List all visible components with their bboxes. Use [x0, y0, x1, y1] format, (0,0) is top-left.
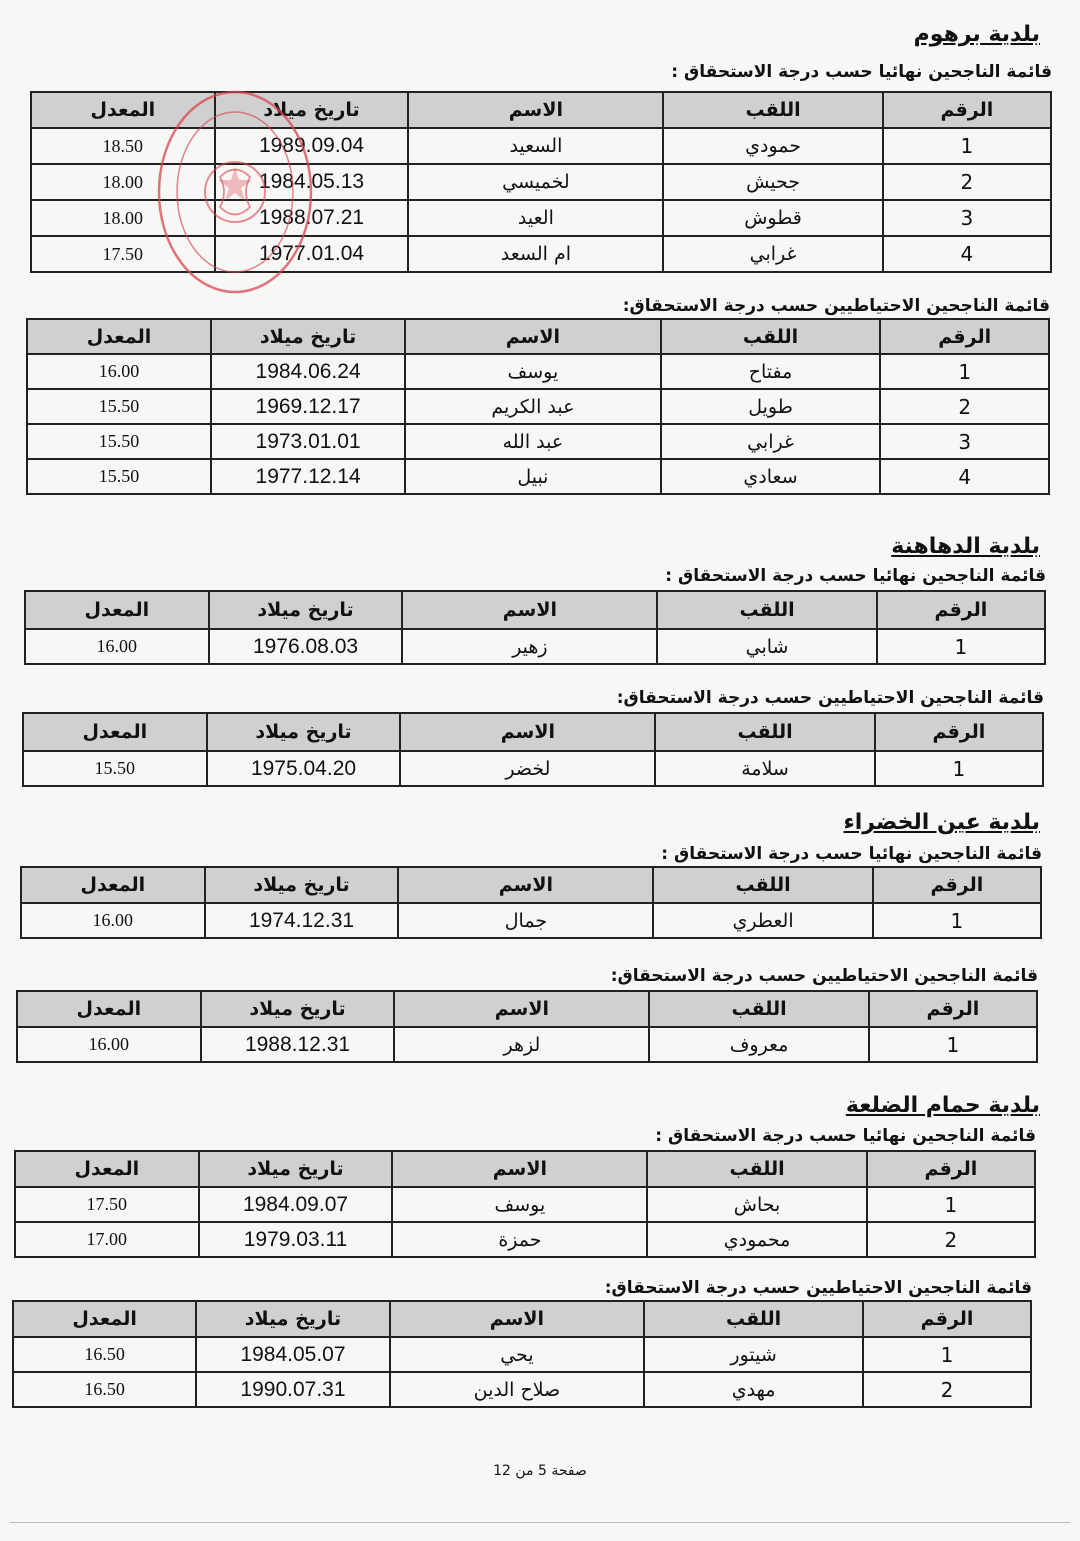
column-header-no: الرقم [877, 591, 1045, 629]
cell-surname: غرابي [661, 424, 881, 459]
list-title: قائمة الناجحين نهائيا حسب درجة الاستحقاق : [671, 62, 1052, 82]
cell-surname: غرابي [663, 236, 882, 272]
list-title: قائمة الناجحين الاحتياطيين حسب درجة الاستحقاق: [622, 296, 1050, 316]
results-table [30, 91, 1052, 273]
cell-average: 17.50 [15, 1187, 199, 1222]
cell-average: 16.00 [27, 354, 211, 389]
cell-average: 15.50 [27, 389, 211, 424]
table-row [27, 424, 1049, 459]
column-header-no: الرقم [875, 713, 1043, 751]
municipality-heading: بلدية حمام الضلعة [845, 1093, 1040, 1118]
cell-average: 17.00 [15, 1222, 199, 1257]
municipality-heading: بلدية عين الخضراء [843, 810, 1040, 835]
cell-birth: 1973.01.01 [211, 424, 405, 459]
cell-birth: 1977.01.04 [215, 236, 409, 272]
cell-birth: 1984.05.13 [215, 164, 409, 200]
column-header-surname: اللقب [657, 591, 876, 629]
column-header-average: المعدل [27, 319, 211, 354]
cell-average: 16.50 [13, 1372, 196, 1407]
cell-no: 1 [873, 903, 1041, 938]
table-header-row [31, 92, 1051, 128]
cell-no: 2 [863, 1372, 1031, 1407]
table-header-row [13, 1301, 1031, 1337]
table-row [13, 1372, 1031, 1407]
cell-no: 1 [880, 354, 1049, 389]
column-header-surname: اللقب [647, 1151, 866, 1187]
list-title: قائمة الناجحين الاحتياطيين حسب درجة الاستحقاق: [616, 688, 1044, 708]
cell-surname: حمودي [663, 128, 882, 164]
cell-firstname: لخميسي [408, 164, 663, 200]
cell-firstname: لخضر [400, 751, 655, 786]
cell-average: 18.00 [31, 200, 215, 236]
column-header-average: المعدل [21, 867, 205, 903]
table-row [21, 903, 1041, 938]
cell-birth: 1984.06.24 [211, 354, 405, 389]
table-row [27, 354, 1049, 389]
column-header-firstname: الاسم [400, 713, 655, 751]
cell-birth: 1976.08.03 [209, 629, 403, 664]
column-header-no: الرقم [863, 1301, 1031, 1337]
cell-no: 1 [883, 128, 1051, 164]
column-header-surname: اللقب [661, 319, 881, 354]
list-title: قائمة الناجحين نهائيا حسب درجة الاستحقاق : [665, 566, 1046, 586]
column-header-firstname: الاسم [408, 92, 663, 128]
list-title: قائمة الناجحين الاحتياطيين حسب درجة الاستحقاق: [610, 966, 1038, 986]
results-table [22, 712, 1044, 787]
column-header-surname: اللقب [649, 991, 868, 1027]
cell-average: 16.00 [17, 1027, 201, 1062]
results-table [26, 318, 1050, 495]
table-header-row [25, 591, 1045, 629]
cell-firstname: العيد [408, 200, 663, 236]
table-row [15, 1187, 1035, 1222]
column-header-birth: تاريخ ميلاد [205, 867, 399, 903]
cell-birth: 1984.09.07 [199, 1187, 393, 1222]
column-header-no: الرقم [873, 867, 1041, 903]
column-header-no: الرقم [867, 1151, 1035, 1187]
table-row [25, 629, 1045, 664]
cell-surname: شابي [657, 629, 876, 664]
page-number: صفحة 5 من 12 [493, 1463, 587, 1479]
results-table [16, 990, 1038, 1063]
cell-average: 15.50 [23, 751, 207, 786]
cell-surname: بحاش [647, 1187, 866, 1222]
cell-firstname: لزهر [394, 1027, 649, 1062]
list-title: قائمة الناجحين الاحتياطيين حسب درجة الاستحقاق: [604, 1278, 1032, 1298]
cell-no: 1 [863, 1337, 1031, 1372]
cell-no: 2 [867, 1222, 1035, 1257]
table-row [23, 751, 1043, 786]
column-header-average: المعدل [15, 1151, 199, 1187]
cell-average: 15.50 [27, 459, 211, 494]
table-header-row [23, 713, 1043, 751]
results-table [20, 866, 1042, 939]
cell-firstname: حمزة [392, 1222, 647, 1257]
cell-average: 16.50 [13, 1337, 196, 1372]
cell-average: 15.50 [27, 424, 211, 459]
cell-no: 2 [880, 389, 1049, 424]
cell-surname: العطري [653, 903, 872, 938]
column-header-firstname: الاسم [392, 1151, 647, 1187]
results-table [24, 590, 1046, 665]
cell-surname: قطوش [663, 200, 882, 236]
column-header-birth: تاريخ ميلاد [196, 1301, 389, 1337]
column-header-surname: اللقب [644, 1301, 863, 1337]
table-row [31, 236, 1051, 272]
cell-surname: مفتاح [661, 354, 881, 389]
cell-average: 16.00 [21, 903, 205, 938]
column-header-birth: تاريخ ميلاد [211, 319, 405, 354]
column-header-average: المعدل [17, 991, 201, 1027]
municipality-heading: بلدية الدهاهنة [891, 534, 1040, 559]
column-header-average: المعدل [25, 591, 209, 629]
cell-surname: جحيش [663, 164, 882, 200]
column-header-no: الرقم [880, 319, 1049, 354]
cell-birth: 1979.03.11 [199, 1222, 393, 1257]
table-header-row [21, 867, 1041, 903]
table-row [17, 1027, 1037, 1062]
column-header-average: المعدل [13, 1301, 196, 1337]
cell-firstname: يحي [390, 1337, 645, 1372]
table-row [15, 1222, 1035, 1257]
cell-firstname: صلاح الدين [390, 1372, 645, 1407]
cell-no: 1 [869, 1027, 1037, 1062]
cell-surname: سعادي [661, 459, 881, 494]
cell-firstname: يوسف [392, 1187, 647, 1222]
cell-no: 1 [867, 1187, 1035, 1222]
table-row [27, 389, 1049, 424]
cell-average: 18.50 [31, 128, 215, 164]
cell-birth: 1988.12.31 [201, 1027, 395, 1062]
column-header-firstname: الاسم [394, 991, 649, 1027]
footer-divider [10, 1522, 1070, 1523]
cell-no: 1 [877, 629, 1045, 664]
cell-birth: 1977.12.14 [211, 459, 405, 494]
table-row [31, 200, 1051, 236]
cell-surname: شيتور [644, 1337, 863, 1372]
table-row [31, 128, 1051, 164]
list-title: قائمة الناجحين نهائيا حسب درجة الاستحقاق : [661, 844, 1042, 864]
municipality-heading: بلدية برهوم [913, 22, 1040, 47]
column-header-birth: تاريخ ميلاد [209, 591, 403, 629]
column-header-no: الرقم [869, 991, 1037, 1027]
column-header-firstname: الاسم [402, 591, 657, 629]
column-header-birth: تاريخ ميلاد [201, 991, 395, 1027]
column-header-birth: تاريخ ميلاد [199, 1151, 393, 1187]
column-header-firstname: الاسم [390, 1301, 645, 1337]
cell-firstname: زهير [402, 629, 657, 664]
cell-birth: 1975.04.20 [207, 751, 401, 786]
cell-birth: 1988.07.21 [215, 200, 409, 236]
results-table [12, 1300, 1032, 1408]
cell-firstname: عبد الله [405, 424, 661, 459]
cell-firstname: يوسف [405, 354, 661, 389]
cell-no: 4 [880, 459, 1049, 494]
column-header-average: المعدل [23, 713, 207, 751]
column-header-firstname: الاسم [398, 867, 653, 903]
cell-no: 4 [883, 236, 1051, 272]
cell-birth: 1974.12.31 [205, 903, 399, 938]
cell-birth: 1990.07.31 [196, 1372, 389, 1407]
cell-average: 17.50 [31, 236, 215, 272]
table-row [31, 164, 1051, 200]
cell-no: 2 [883, 164, 1051, 200]
list-title: قائمة الناجحين نهائيا حسب درجة الاستحقاق : [655, 1126, 1036, 1146]
column-header-surname: اللقب [663, 92, 882, 128]
cell-firstname: ام السعد [408, 236, 663, 272]
table-header-row [17, 991, 1037, 1027]
cell-no: 1 [875, 751, 1043, 786]
table-header-row [15, 1151, 1035, 1187]
cell-average: 18.00 [31, 164, 215, 200]
cell-surname: محمودي [647, 1222, 866, 1257]
cell-birth: 1989.09.04 [215, 128, 409, 164]
results-table [14, 1150, 1036, 1258]
table-header-row [27, 319, 1049, 354]
cell-no: 3 [883, 200, 1051, 236]
cell-birth: 1984.05.07 [196, 1337, 389, 1372]
cell-firstname: السعيد [408, 128, 663, 164]
cell-firstname: نبيل [405, 459, 661, 494]
column-header-birth: تاريخ ميلاد [215, 92, 409, 128]
cell-firstname: عبد الكريم [405, 389, 661, 424]
cell-average: 16.00 [25, 629, 209, 664]
column-header-birth: تاريخ ميلاد [207, 713, 401, 751]
column-header-firstname: الاسم [405, 319, 661, 354]
column-header-no: الرقم [883, 92, 1051, 128]
cell-firstname: جمال [398, 903, 653, 938]
cell-surname: طويل [661, 389, 881, 424]
table-row [13, 1337, 1031, 1372]
column-header-average: المعدل [31, 92, 215, 128]
column-header-surname: اللقب [655, 713, 874, 751]
cell-no: 3 [880, 424, 1049, 459]
cell-surname: سلامة [655, 751, 874, 786]
table-row [27, 459, 1049, 494]
cell-surname: مهدي [644, 1372, 863, 1407]
column-header-surname: اللقب [653, 867, 872, 903]
cell-birth: 1969.12.17 [211, 389, 405, 424]
cell-surname: معروف [649, 1027, 868, 1062]
